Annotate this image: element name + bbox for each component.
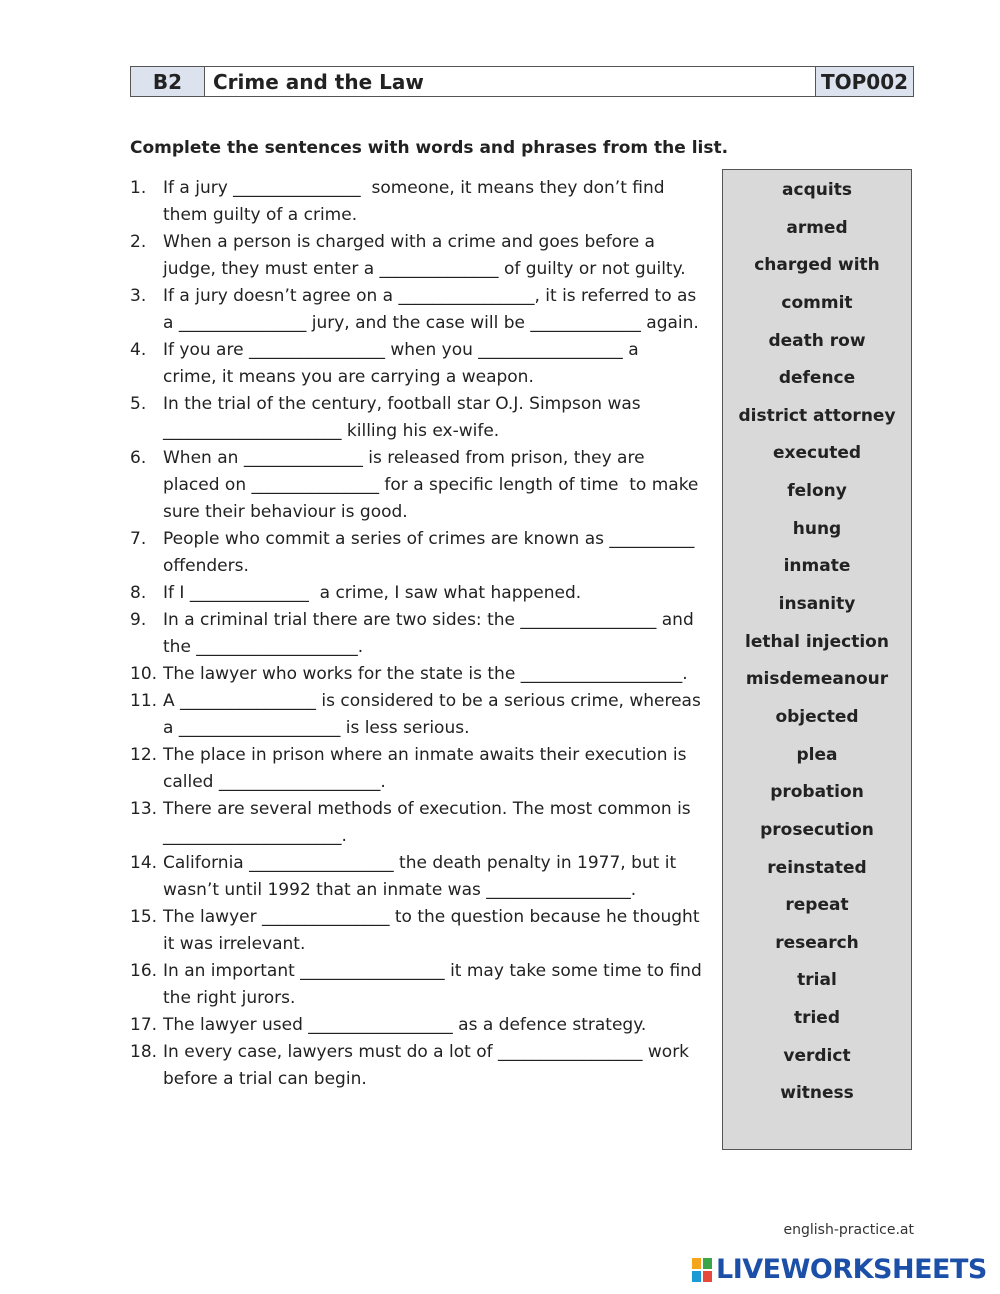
question-item — [130, 526, 715, 580]
question-text: If a jury _______________ someone, it means they don’t find them guilty of a crime. — [163, 178, 665, 225]
question-number: 14. — [130, 853, 158, 873]
word-list-item: plea — [796, 744, 838, 765]
question-text: The lawyer _______________ to the question because he thought it was irrelevant. — [163, 907, 700, 954]
question-text: The place in prison where an inmate awaits their execution is called ___________________. — [163, 745, 687, 792]
question-text: In the trial of the century, football star O.J. Simpson was _____________________ killing his ex-wife. — [163, 394, 641, 441]
question-item — [130, 175, 715, 229]
question-item — [130, 1039, 715, 1093]
liveworksheets-icon — [692, 1258, 712, 1282]
question-text: When a person is charged with a crime and goes before a judge, they must enter a ______________ of guilty or not guilty. — [163, 232, 686, 279]
question-item — [130, 337, 715, 391]
question-item — [130, 580, 715, 607]
word-list-item: district attorney — [738, 405, 896, 426]
question-number: 13. — [130, 799, 158, 819]
word-list-item: inmate — [783, 556, 851, 577]
word-list-item: executed — [772, 443, 862, 464]
question-text: People who commit a series of crimes are known as __________ offenders. — [163, 529, 695, 576]
word-list-item: felony — [787, 481, 847, 502]
question-text: When an ______________ is released from prison, they are placed on _______________ for a specific length of time to make sure their behaviour is good. — [163, 448, 699, 522]
question-item — [130, 688, 715, 742]
worksheet-title: Crime and the Law — [205, 67, 816, 96]
question-number: 6. — [130, 448, 147, 468]
question-item — [130, 742, 715, 796]
question-number: 10. — [130, 664, 158, 684]
question-item — [130, 1012, 715, 1039]
word-list-item: hung — [792, 518, 842, 539]
word-list-item: armed — [786, 217, 848, 238]
worksheet-code: TOP002 — [820, 69, 909, 94]
question-text: The lawyer who works for the state is the ___________________. — [163, 664, 688, 684]
question-text: In a criminal trial there are two sides: the ________________ and the ___________________. — [163, 610, 694, 657]
word-list-item: insanity — [778, 594, 856, 615]
question-number: 5. — [130, 394, 147, 414]
word-list-box — [722, 169, 912, 1150]
word-list-item: death row — [768, 330, 866, 351]
word-list-item: defence — [778, 368, 856, 389]
word-list-item: charged with — [754, 255, 880, 276]
word-list-item: verdict — [783, 1045, 851, 1066]
question-number: 9. — [130, 610, 147, 630]
question-item — [130, 607, 715, 661]
question-number: 17. — [130, 1015, 158, 1035]
question-number: 12. — [130, 745, 158, 765]
word-list-item: reinstated — [767, 857, 867, 878]
question-number: 1. — [130, 178, 147, 198]
word-list-item: tried — [793, 1008, 841, 1029]
question-text: If I ______________ a crime, I saw what happened. — [163, 583, 582, 603]
question-number: 8. — [130, 583, 147, 603]
brand-logo — [692, 1254, 987, 1285]
word-list-item: commit — [781, 292, 853, 313]
instruction-text: Complete the sentences with words and phrases from the list. — [130, 138, 729, 158]
word-list-item: prosecution — [760, 819, 874, 840]
word-list-item: witness — [780, 1083, 854, 1104]
question-text: In an important _________________ it may take some time to find the right jurors. — [163, 961, 702, 1008]
question-item — [130, 391, 715, 445]
brand-name: LIVEWORKSHEETS — [716, 1254, 987, 1285]
question-text: The lawyer used _________________ as a defence strategy. — [163, 1015, 647, 1035]
word-list-item: objected — [775, 706, 859, 727]
question-list — [130, 175, 715, 1093]
question-item — [130, 229, 715, 283]
question-number: 11. — [130, 691, 158, 711]
question-item — [130, 958, 715, 1012]
word-list-item: trial — [797, 970, 837, 991]
question-text: There are several methods of execution. The most common is _____________________. — [163, 799, 691, 846]
question-text: If a jury doesn’t agree on a ________________, it is referred to as a _______________ jury, and the case will be _____________ again. — [163, 286, 699, 333]
question-item — [130, 445, 715, 526]
question-number: 2. — [130, 232, 147, 252]
question-item — [130, 283, 715, 337]
level-badge: B2 — [131, 67, 205, 96]
question-text: A ________________ is considered to be a serious crime, whereas a ___________________ is less serious. — [163, 691, 701, 738]
word-list-item: lethal injection — [745, 631, 889, 652]
source-site: english-practice.at — [783, 1222, 914, 1238]
question-item — [130, 796, 715, 850]
question-number: 4. — [130, 340, 147, 360]
question-number: 15. — [130, 907, 158, 927]
word-list-item: research — [775, 932, 859, 953]
question-number: 18. — [130, 1042, 158, 1062]
question-number: 7. — [130, 529, 147, 549]
question-item — [130, 904, 715, 958]
word-list-item: acquits — [782, 180, 852, 200]
question-number: 16. — [130, 961, 158, 981]
question-text: California _________________ the death penalty in 1977, but it wasn’t until 1992 that an inmate was _________________. — [163, 853, 677, 900]
word-list-item: probation — [770, 782, 864, 803]
question-text: In every case, lawyers must do a lot of _________________ work before a trial can begin. — [163, 1042, 690, 1089]
question-text: If you are ________________ when you _________________ a crime, it means you are carrying a weapon. — [163, 340, 639, 387]
word-list-item: misdemeanour — [745, 669, 889, 690]
worksheet-header — [130, 66, 914, 97]
question-item — [130, 661, 715, 688]
question-item — [130, 850, 715, 904]
word-list-item: repeat — [785, 895, 849, 916]
question-number: 3. — [130, 286, 147, 306]
